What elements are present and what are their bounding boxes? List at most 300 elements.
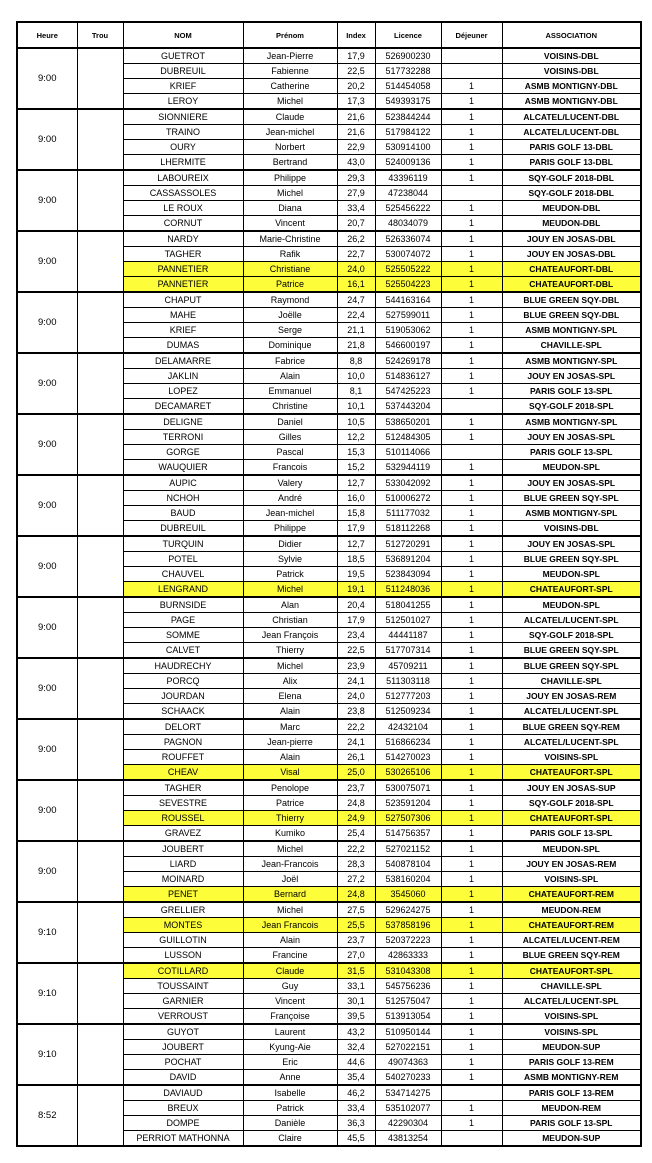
licence-cell: 530074072	[375, 247, 441, 262]
licence-cell: 525504223	[375, 277, 441, 293]
prenom-cell: Pascal	[243, 445, 337, 460]
dejeuner-cell: 1	[441, 140, 502, 155]
prenom-cell: Alain	[243, 750, 337, 765]
association-cell: BLUE GREEN SQY-SPL	[502, 552, 641, 567]
nom-cell: POCHAT	[123, 1055, 243, 1070]
index-cell: 10,5	[337, 414, 375, 430]
prenom-cell: Danièle	[243, 1116, 337, 1131]
nom-cell: ROUFFET	[123, 750, 243, 765]
index-cell: 21,6	[337, 125, 375, 140]
prenom-cell: Claire	[243, 1131, 337, 1147]
dejeuner-cell: 1	[441, 887, 502, 903]
nom-cell: DOMPE	[123, 1116, 243, 1131]
association-cell: SQY-GOLF 2018-DBL	[502, 170, 641, 186]
dejeuner-cell: 1	[441, 155, 502, 171]
index-cell: 24,9	[337, 811, 375, 826]
start-time-cell: 9:00	[17, 109, 77, 170]
dejeuner-cell: 1	[441, 353, 502, 369]
association-cell: BLUE GREEN SQY-SPL	[502, 491, 641, 506]
index-cell: 44,6	[337, 1055, 375, 1070]
dejeuner-cell: 1	[441, 948, 502, 964]
header-index: Index	[337, 22, 375, 48]
nom-cell: DUBREUIL	[123, 64, 243, 79]
nom-cell: DELORT	[123, 719, 243, 735]
licence-cell: 547425223	[375, 384, 441, 399]
header-trou: Trou	[77, 22, 123, 48]
dejeuner-cell: 1	[441, 1040, 502, 1055]
association-cell: ALCATEL/LUCENT-SPL	[502, 613, 641, 628]
nom-cell: GRELLIER	[123, 902, 243, 918]
licence-cell: 540878104	[375, 857, 441, 872]
hole-cell	[77, 414, 123, 475]
nom-cell: PERRIOT MATHONNA	[123, 1131, 243, 1147]
dejeuner-cell: 1	[441, 719, 502, 735]
dejeuner-cell: 1	[441, 567, 502, 582]
table-row	[17, 475, 641, 491]
nom-cell: CHEAV	[123, 765, 243, 781]
nom-cell: CORNUT	[123, 216, 243, 232]
nom-cell: MAHE	[123, 308, 243, 323]
nom-cell: LOPEZ	[123, 384, 243, 399]
licence-cell: 517707314	[375, 643, 441, 659]
licence-cell: 511303118	[375, 674, 441, 689]
nom-cell: NCHOH	[123, 491, 243, 506]
dejeuner-cell: 1	[441, 1070, 502, 1086]
prenom-cell: Anne	[243, 1070, 337, 1086]
nom-cell: GUILLOTIN	[123, 933, 243, 948]
association-cell: CHATEAUFORT-SPL	[502, 811, 641, 826]
dejeuner-cell: 1	[441, 460, 502, 476]
prenom-cell: Michel	[243, 186, 337, 201]
nom-cell: PAGNON	[123, 735, 243, 750]
association-cell: BLUE GREEN SQY-DBL	[502, 308, 641, 323]
prenom-cell: Jean-Pierre	[243, 48, 337, 64]
start-time-cell: 9:00	[17, 231, 77, 292]
association-cell: SQY-GOLF 2018-SPL	[502, 399, 641, 415]
prenom-cell: Guy	[243, 979, 337, 994]
dejeuner-cell: 1	[441, 979, 502, 994]
dejeuner-cell: 1	[441, 994, 502, 1009]
dejeuner-cell: 1	[441, 643, 502, 659]
dejeuner-cell: 1	[441, 170, 502, 186]
prenom-cell: Claude	[243, 109, 337, 125]
table-row	[17, 658, 641, 674]
header-heure: Heure	[17, 22, 77, 48]
licence-cell: 514836127	[375, 369, 441, 384]
index-cell: 25,5	[337, 918, 375, 933]
nom-cell: AUPIC	[123, 475, 243, 491]
nom-cell: BAUD	[123, 506, 243, 521]
nom-cell: PANNETIER	[123, 262, 243, 277]
association-cell: VOISINS-DBL	[502, 64, 641, 79]
dejeuner-cell: 1	[441, 857, 502, 872]
index-cell: 22,9	[337, 140, 375, 155]
index-cell: 12,7	[337, 536, 375, 552]
prenom-cell: Jean Francois	[243, 918, 337, 933]
header-association: ASSOCIATION	[502, 22, 641, 48]
dejeuner-cell: 1	[441, 506, 502, 521]
nom-cell: GORGE	[123, 445, 243, 460]
hole-cell	[77, 1024, 123, 1085]
association-cell: PARIS GOLF 13-DBL	[502, 140, 641, 155]
index-cell: 24,1	[337, 735, 375, 750]
association-cell: VOISINS-SPL	[502, 872, 641, 887]
association-cell: BLUE GREEN SQY-REM	[502, 719, 641, 735]
dejeuner-cell: 1	[441, 475, 502, 491]
association-cell: JOUY EN JOSAS-REM	[502, 689, 641, 704]
nom-cell: CHAPUT	[123, 292, 243, 308]
prenom-cell: Patrice	[243, 277, 337, 293]
licence-cell: 530075071	[375, 780, 441, 796]
licence-cell: 524009136	[375, 155, 441, 171]
prenom-cell: Christian	[243, 613, 337, 628]
index-cell: 17,9	[337, 521, 375, 537]
nom-cell: TRAINO	[123, 125, 243, 140]
hole-cell	[77, 780, 123, 841]
association-cell: MEUDON-DBL	[502, 216, 641, 232]
dejeuner-cell: 1	[441, 79, 502, 94]
nom-cell: LEROY	[123, 94, 243, 110]
hole-cell	[77, 109, 123, 170]
prenom-cell: Patrice	[243, 796, 337, 811]
nom-cell: DAVID	[123, 1070, 243, 1086]
licence-cell: 510114066	[375, 445, 441, 460]
licence-cell: 513913054	[375, 1009, 441, 1025]
hole-cell	[77, 719, 123, 780]
nom-cell: TAGHER	[123, 780, 243, 796]
start-time-cell: 8:52	[17, 1085, 77, 1146]
dejeuner-cell: 1	[441, 338, 502, 354]
association-cell: BLUE GREEN SQY-DBL	[502, 292, 641, 308]
nom-cell: DELIGNE	[123, 414, 243, 430]
index-cell: 16,0	[337, 491, 375, 506]
hole-cell	[77, 536, 123, 597]
association-cell: ASMB MONTIGNY-DBL	[502, 94, 641, 110]
licence-cell: 517732288	[375, 64, 441, 79]
nom-cell: ROUSSEL	[123, 811, 243, 826]
association-cell: ASMB MONTIGNY-DBL	[502, 79, 641, 94]
prenom-cell: Rafik	[243, 247, 337, 262]
association-cell: ALCATEL/LUCENT-DBL	[502, 125, 641, 140]
nom-cell: COTILLARD	[123, 963, 243, 979]
dejeuner-cell: 1	[441, 750, 502, 765]
prenom-cell: Joël	[243, 872, 337, 887]
association-cell: JOUY EN JOSAS-REM	[502, 857, 641, 872]
prenom-cell: Michel	[243, 841, 337, 857]
association-cell: CHATEAUFORT-DBL	[502, 277, 641, 293]
association-cell: SQY-GOLF 2018-SPL	[502, 796, 641, 811]
prenom-cell: Bertrand	[243, 155, 337, 171]
association-cell: SQY-GOLF 2018-SPL	[502, 628, 641, 643]
prenom-cell: Emmanuel	[243, 384, 337, 399]
association-cell: CHATEAUFORT-SPL	[502, 765, 641, 781]
prenom-cell: Bernard	[243, 887, 337, 903]
index-cell: 24,7	[337, 292, 375, 308]
prenom-cell: Thierry	[243, 643, 337, 659]
prenom-cell: Jean-michel	[243, 506, 337, 521]
licence-cell: 538160204	[375, 872, 441, 887]
prenom-cell: Alain	[243, 933, 337, 948]
licence-cell: 42290304	[375, 1116, 441, 1131]
header-row	[17, 22, 641, 48]
dejeuner-cell: 1	[441, 521, 502, 537]
table-row	[17, 719, 641, 735]
prenom-cell: Kumiko	[243, 826, 337, 842]
index-cell: 19,1	[337, 582, 375, 598]
table-row	[17, 1085, 641, 1101]
nom-cell: CALVET	[123, 643, 243, 659]
nom-cell: DECAMARET	[123, 399, 243, 415]
dejeuner-cell: 1	[441, 658, 502, 674]
licence-cell: 537858196	[375, 918, 441, 933]
nom-cell: DAVIAUD	[123, 1085, 243, 1101]
index-cell: 35,4	[337, 1070, 375, 1086]
nom-cell: OURY	[123, 140, 243, 155]
association-cell: ASMB MONTIGNY-REM	[502, 1070, 641, 1086]
licence-cell: 549393175	[375, 94, 441, 110]
prenom-cell: Penolope	[243, 780, 337, 796]
dejeuner-cell: 1	[441, 262, 502, 277]
licence-cell: 514756357	[375, 826, 441, 842]
dejeuner-cell	[441, 1131, 502, 1147]
licence-cell: 43396119	[375, 170, 441, 186]
association-cell: JOUY EN JOSAS-SPL	[502, 369, 641, 384]
table-row	[17, 597, 641, 613]
dejeuner-cell: 1	[441, 308, 502, 323]
nom-cell: GRAVEZ	[123, 826, 243, 842]
table-row	[17, 841, 641, 857]
index-cell: 26,2	[337, 231, 375, 247]
association-cell: MEUDON-SPL	[502, 841, 641, 857]
header-nom: NOM	[123, 22, 243, 48]
index-cell: 24,0	[337, 689, 375, 704]
nom-cell: MONTES	[123, 918, 243, 933]
start-time-cell: 9:00	[17, 597, 77, 658]
association-cell: ALCATEL/LUCENT-REM	[502, 933, 641, 948]
prenom-cell: Eric	[243, 1055, 337, 1070]
association-cell: CHATEAUFORT-DBL	[502, 262, 641, 277]
licence-cell: 540270233	[375, 1070, 441, 1086]
start-time-cell: 9:00	[17, 658, 77, 719]
licence-cell: 518112268	[375, 521, 441, 537]
licence-cell: 530914100	[375, 140, 441, 155]
dejeuner-cell: 1	[441, 811, 502, 826]
index-cell: 24,8	[337, 887, 375, 903]
association-cell: ASMB MONTIGNY-SPL	[502, 506, 641, 521]
prenom-cell: Jean François	[243, 628, 337, 643]
dejeuner-cell: 1	[441, 536, 502, 552]
dejeuner-cell: 1	[441, 369, 502, 384]
start-time-cell: 9:10	[17, 963, 77, 1024]
index-cell: 32,4	[337, 1040, 375, 1055]
prenom-cell: Françoise	[243, 1009, 337, 1025]
start-time-cell: 9:00	[17, 170, 77, 231]
association-cell: MEUDON-REM	[502, 1101, 641, 1116]
nom-cell: TERRONI	[123, 430, 243, 445]
dejeuner-cell: 1	[441, 933, 502, 948]
prenom-cell: Dominique	[243, 338, 337, 354]
association-cell: PARIS GOLF 13-SPL	[502, 445, 641, 460]
start-time-cell: 9:00	[17, 414, 77, 475]
licence-cell: 42863333	[375, 948, 441, 964]
association-cell: BLUE GREEN SQY-REM	[502, 948, 641, 964]
licence-cell: 514270023	[375, 750, 441, 765]
association-cell: VOISINS-SPL	[502, 750, 641, 765]
dejeuner-cell: 1	[441, 582, 502, 598]
licence-cell: 529624275	[375, 902, 441, 918]
prenom-cell: Patrick	[243, 567, 337, 582]
index-cell: 8,8	[337, 353, 375, 369]
prenom-cell: Diana	[243, 201, 337, 216]
start-time-cell: 9:00	[17, 48, 77, 109]
dejeuner-cell: 1	[441, 292, 502, 308]
association-cell: VOISINS-DBL	[502, 521, 641, 537]
index-cell: 15,8	[337, 506, 375, 521]
association-cell: BLUE GREEN SQY-SPL	[502, 658, 641, 674]
licence-cell: 525505222	[375, 262, 441, 277]
prenom-cell: Francois	[243, 460, 337, 476]
prenom-cell: Vincent	[243, 216, 337, 232]
dejeuner-cell	[441, 1085, 502, 1101]
association-cell: ALCATEL/LUCENT-SPL	[502, 735, 641, 750]
nom-cell: PORCQ	[123, 674, 243, 689]
prenom-cell: Michel	[243, 94, 337, 110]
prenom-cell: Claude	[243, 963, 337, 979]
association-cell: MEUDON-REM	[502, 902, 641, 918]
licence-cell: 527507306	[375, 811, 441, 826]
index-cell: 23,4	[337, 628, 375, 643]
nom-cell: TURQUIN	[123, 536, 243, 552]
licence-cell: 47238044	[375, 186, 441, 201]
prenom-cell: Catherine	[243, 79, 337, 94]
index-cell: 15,3	[337, 445, 375, 460]
association-cell: CHATEAUFORT-REM	[502, 918, 641, 933]
prenom-cell: Elena	[243, 689, 337, 704]
table-row	[17, 353, 641, 369]
dejeuner-cell: 1	[441, 1101, 502, 1116]
index-cell: 46,2	[337, 1085, 375, 1101]
licence-cell: 532944119	[375, 460, 441, 476]
licence-cell: 512501027	[375, 613, 441, 628]
prenom-cell: Michel	[243, 902, 337, 918]
licence-cell: 43813254	[375, 1131, 441, 1147]
header-dejeuner: Déjeuner	[441, 22, 502, 48]
tee-time-table	[16, 21, 642, 1147]
nom-cell: GUETROT	[123, 48, 243, 64]
licence-cell: 523843094	[375, 567, 441, 582]
association-cell: VOISINS-SPL	[502, 1009, 641, 1025]
licence-cell: 535102077	[375, 1101, 441, 1116]
licence-cell: 510950144	[375, 1024, 441, 1040]
index-cell: 22,5	[337, 64, 375, 79]
index-cell: 33,4	[337, 201, 375, 216]
association-cell: MEUDON-SPL	[502, 460, 641, 476]
licence-cell: 527022151	[375, 1040, 441, 1055]
licence-cell: 514454058	[375, 79, 441, 94]
index-cell: 33,1	[337, 979, 375, 994]
index-cell: 23,9	[337, 658, 375, 674]
nom-cell: LE ROUX	[123, 201, 243, 216]
index-cell: 20,2	[337, 79, 375, 94]
association-cell: BLUE GREEN SQY-SPL	[502, 643, 641, 659]
licence-cell: 42432104	[375, 719, 441, 735]
hole-cell	[77, 658, 123, 719]
index-cell: 22,7	[337, 247, 375, 262]
hole-cell	[77, 48, 123, 109]
association-cell: ASMB MONTIGNY-SPL	[502, 353, 641, 369]
index-cell: 30,1	[337, 994, 375, 1009]
prenom-cell: Michel	[243, 658, 337, 674]
dejeuner-cell	[441, 48, 502, 64]
licence-cell: 48034079	[375, 216, 441, 232]
index-cell: 10,1	[337, 399, 375, 415]
association-cell: CHAVILLE-SPL	[502, 674, 641, 689]
dejeuner-cell: 1	[441, 704, 502, 720]
index-cell: 45,5	[337, 1131, 375, 1147]
prenom-cell: Kyung-Aie	[243, 1040, 337, 1055]
dejeuner-cell: 1	[441, 125, 502, 140]
index-cell: 17,3	[337, 94, 375, 110]
prenom-cell: Jean-Francois	[243, 857, 337, 872]
nom-cell: LENGRAND	[123, 582, 243, 598]
table-body	[17, 48, 641, 1146]
licence-cell: 537443204	[375, 399, 441, 415]
dejeuner-cell: 1	[441, 796, 502, 811]
association-cell: CHAVILLE-SPL	[502, 338, 641, 354]
nom-cell: JOUBERT	[123, 1040, 243, 1055]
licence-cell: 527021152	[375, 841, 441, 857]
dejeuner-cell: 1	[441, 1055, 502, 1070]
prenom-cell: Francine	[243, 948, 337, 964]
licence-cell: 533042092	[375, 475, 441, 491]
association-cell: JOUY EN JOSAS-SPL	[502, 536, 641, 552]
prenom-cell: Christiane	[243, 262, 337, 277]
association-cell: MEUDON-DBL	[502, 201, 641, 216]
association-cell: PARIS GOLF 13-SPL	[502, 826, 641, 842]
start-time-cell: 9:00	[17, 536, 77, 597]
index-cell: 22,2	[337, 841, 375, 857]
hole-cell	[77, 231, 123, 292]
association-cell: MEUDON-SUP	[502, 1040, 641, 1055]
index-cell: 15,2	[337, 460, 375, 476]
nom-cell: TAGHER	[123, 247, 243, 262]
association-cell: VOISINS-DBL	[502, 48, 641, 64]
nom-cell: BREUX	[123, 1101, 243, 1116]
index-cell: 33,4	[337, 1101, 375, 1116]
nom-cell: NARDY	[123, 231, 243, 247]
table-row	[17, 170, 641, 186]
licence-cell: 516866234	[375, 735, 441, 750]
index-cell: 39,5	[337, 1009, 375, 1025]
table-row	[17, 902, 641, 918]
dejeuner-cell: 1	[441, 628, 502, 643]
index-cell: 18,5	[337, 552, 375, 567]
licence-cell: 526336074	[375, 231, 441, 247]
index-cell: 23,8	[337, 704, 375, 720]
start-time-cell: 9:00	[17, 780, 77, 841]
prenom-cell: Marc	[243, 719, 337, 735]
dejeuner-cell: 1	[441, 918, 502, 933]
index-cell: 20,4	[337, 597, 375, 613]
association-cell: ALCATEL/LUCENT-DBL	[502, 109, 641, 125]
index-cell: 20,7	[337, 216, 375, 232]
index-cell: 17,9	[337, 48, 375, 64]
nom-cell: VERROUST	[123, 1009, 243, 1025]
licence-cell: 530265106	[375, 765, 441, 781]
association-cell: PARIS GOLF 13-SPL	[502, 1116, 641, 1131]
association-cell: MEUDON-SPL	[502, 567, 641, 582]
prenom-cell: Fabienne	[243, 64, 337, 79]
